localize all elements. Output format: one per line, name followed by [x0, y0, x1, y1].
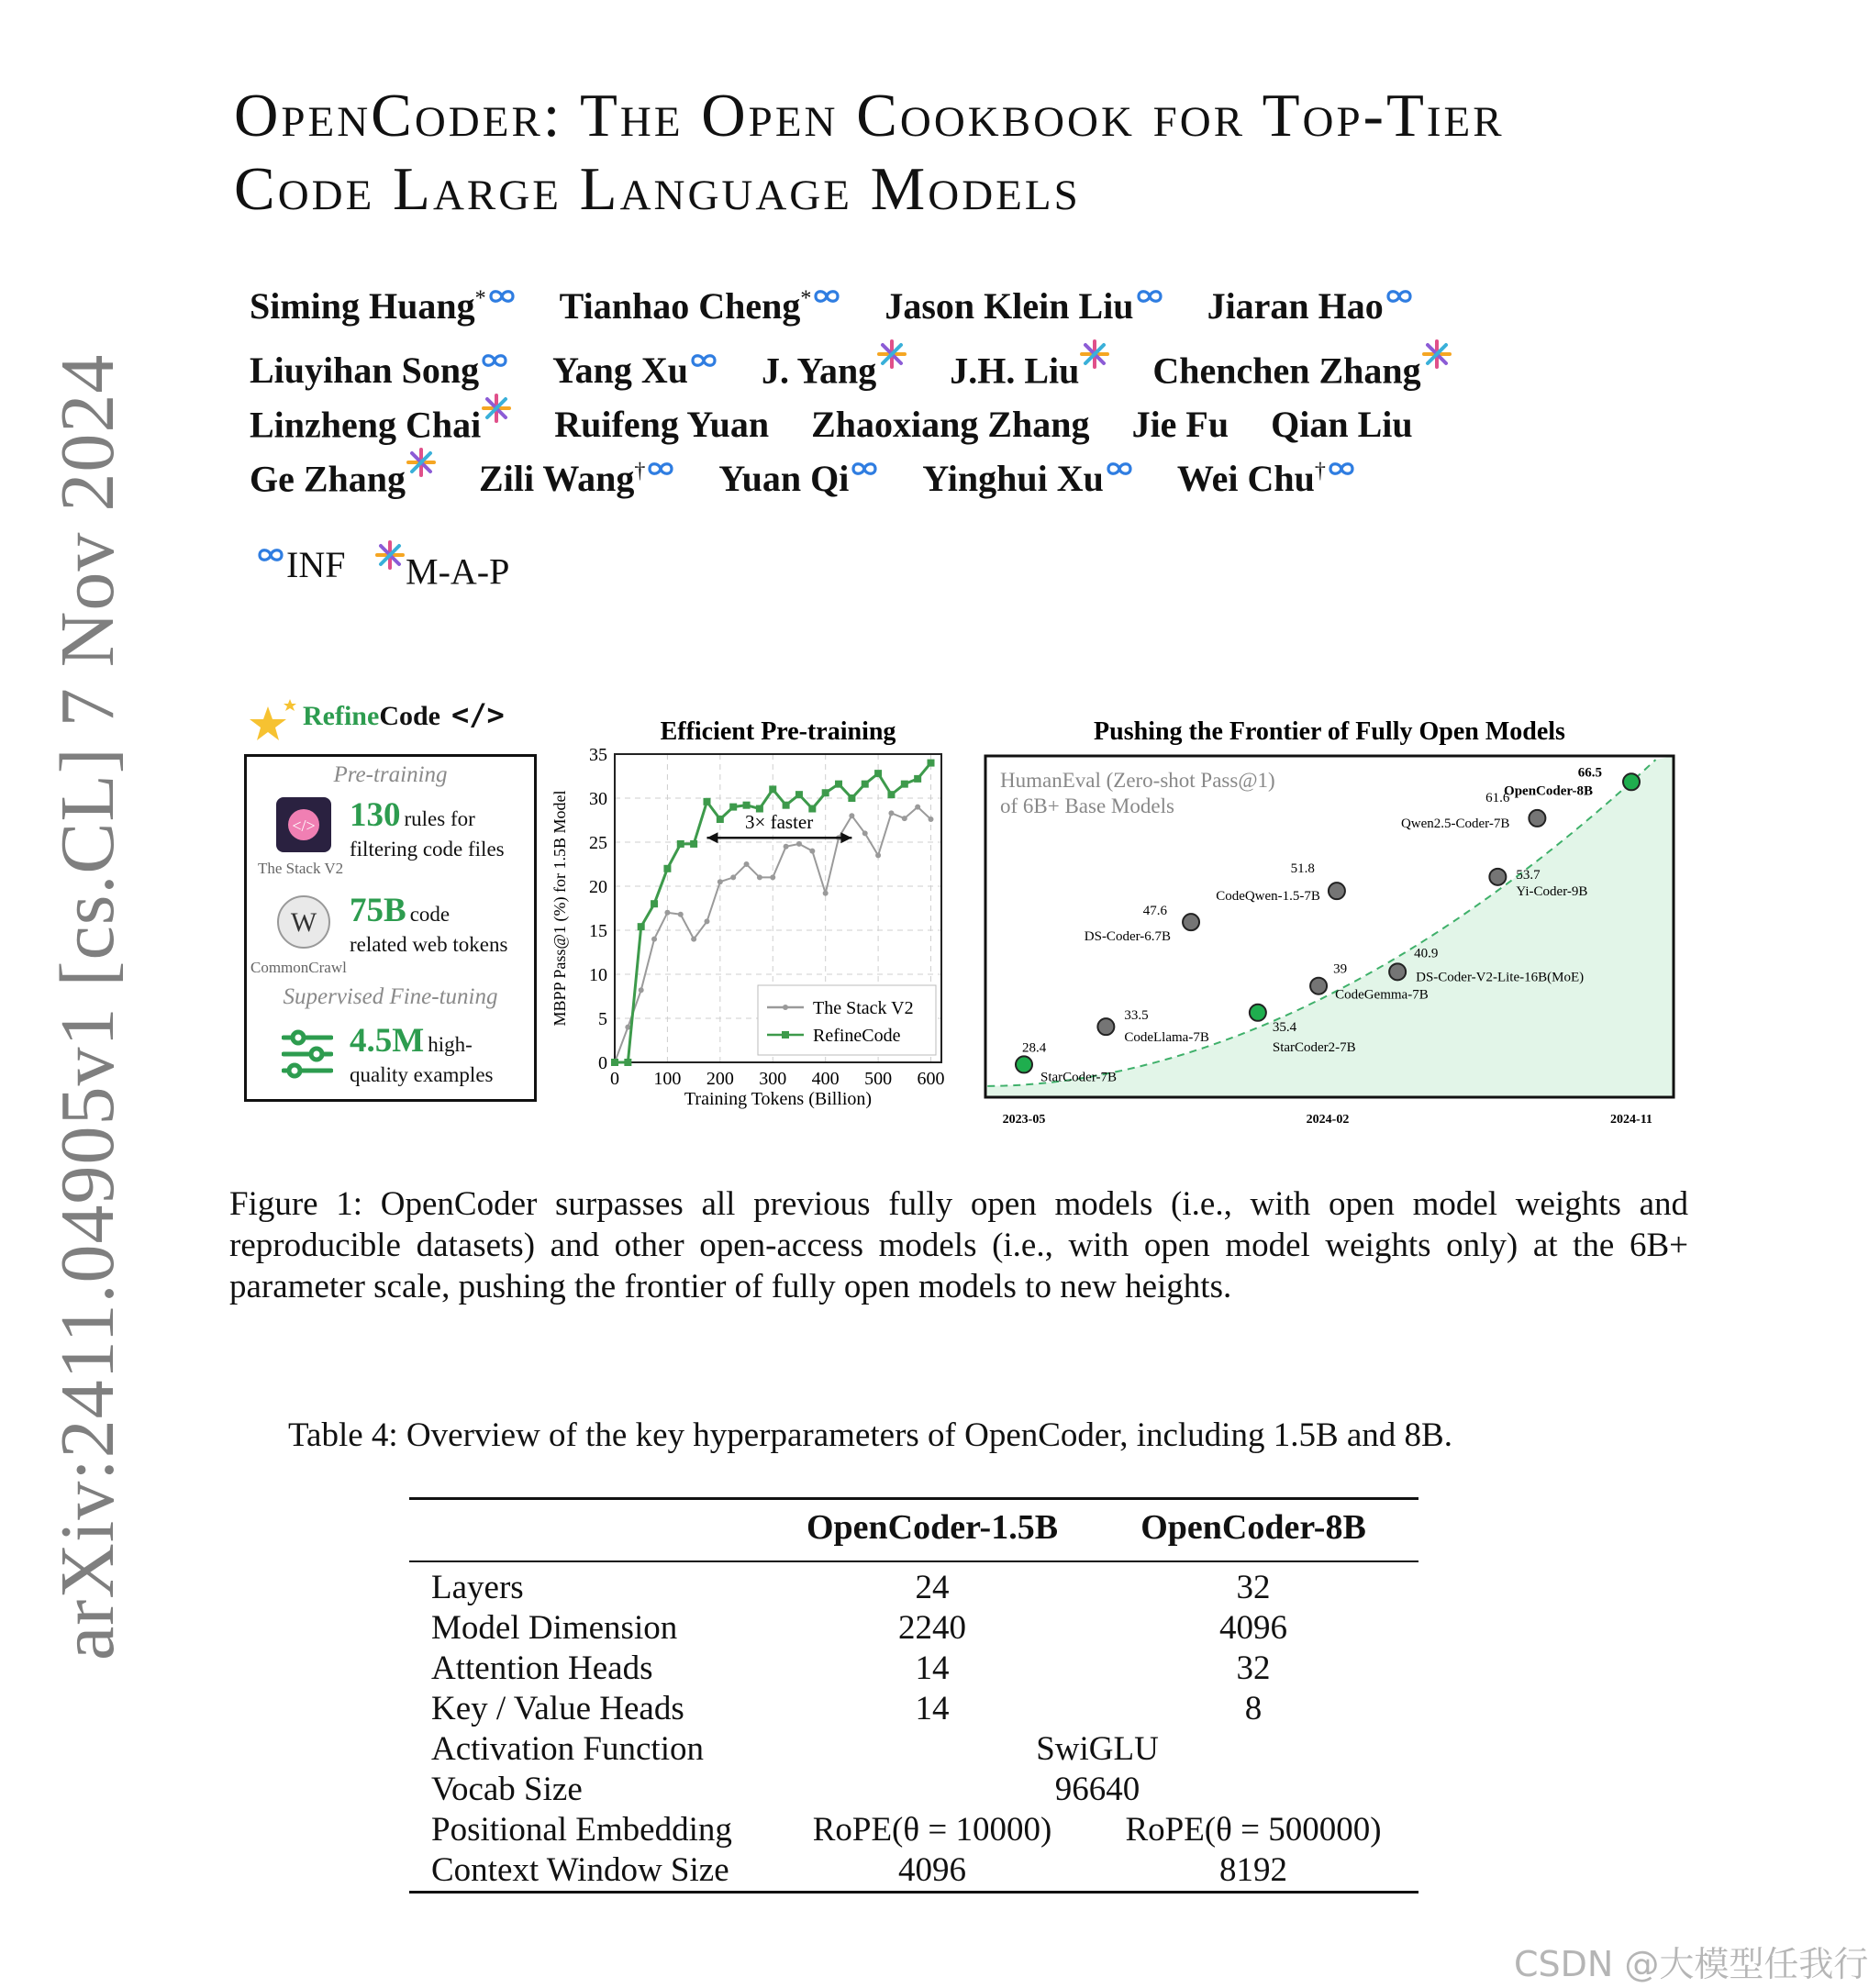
affiliation-map-label: M-A-P — [406, 550, 510, 593]
point-name-label: OpenCoder-8B — [1504, 783, 1593, 799]
model-point — [1329, 883, 1345, 899]
row-shared-value: SwiGLU — [1036, 1730, 1159, 1768]
x-tick-label: 2023-05 — [1002, 1113, 1046, 1127]
author-name — [884, 284, 1164, 328]
y-tick-label: 15 — [589, 921, 607, 941]
rules-number: 130 — [350, 796, 401, 834]
sft-label: Supervised Fine-tuning — [283, 984, 498, 1009]
affiliation-inf — [255, 543, 345, 586]
author-name-text: Jie Fu — [1131, 404, 1229, 446]
table-row — [409, 1561, 1418, 1608]
point-name-label: StarCoder2-7B — [1272, 1039, 1356, 1055]
model-point — [1623, 773, 1640, 790]
model-point — [1489, 869, 1506, 885]
y-tick-label: 35 — [589, 745, 607, 765]
logo-code-tag: </> — [451, 697, 505, 732]
data-point — [914, 775, 921, 783]
author-name — [1271, 403, 1413, 446]
model-point — [1016, 1056, 1032, 1072]
author-name-text: J.H. Liu — [950, 350, 1080, 392]
author-name-text: Liuyihan Song — [250, 350, 480, 392]
data-point — [651, 937, 657, 942]
pretraining-label: Pre-training — [333, 762, 448, 787]
x-axis-label: Training Tokens (Billion) — [684, 1089, 873, 1109]
rules-text-2: filtering code files — [350, 838, 505, 861]
row-value-8b: 8 — [1244, 1690, 1263, 1727]
data-point — [862, 830, 868, 836]
data-point — [823, 891, 829, 896]
data-point — [915, 805, 920, 810]
author-name-text: Zhaoxiang Zhang — [811, 404, 1090, 446]
author-name-text: Chenchen Zhang — [1152, 350, 1421, 392]
examples-number: 4.5M — [350, 1022, 425, 1060]
x-tick-label: 2024-02 — [1306, 1113, 1350, 1127]
legend-label: The Stack V2 — [813, 998, 914, 1018]
data-point — [888, 810, 894, 816]
refinecode-logo — [248, 697, 505, 745]
data-point — [875, 852, 881, 858]
author-footnote-mark: * — [474, 286, 486, 311]
rules-stat — [350, 795, 475, 835]
author-name-text: Yang Xu — [552, 350, 688, 392]
data-point — [770, 874, 775, 880]
arxiv-stamp: arXiv:2411.04905v1 [cs.CL] 7 Nov 2024 — [45, 353, 130, 1660]
data-point — [704, 918, 709, 924]
figure-caption: Figure 1: OpenCoder surpasses all previous fully open models (i.e., with open model weights and reproducible datasets) and other open-access models (i.e., with open model weights only) at the 6B+ parameter scale, pushing the frontier of fully open models to new heights. — [229, 1185, 1688, 1305]
inf-logo-icon — [688, 351, 719, 370]
row-label: Attention Heads — [431, 1649, 653, 1687]
stack-v2-label: The Stack V2 — [258, 860, 344, 877]
data-point — [718, 879, 723, 884]
point-value-label: 51.8 — [1290, 861, 1315, 877]
point-name-label: Qwen2.5-Coder-7B — [1400, 816, 1510, 831]
point-value-label: 61.6 — [1485, 790, 1510, 805]
examples-text-2: quality examples — [350, 1063, 494, 1086]
table-row — [409, 1608, 1418, 1649]
map-logo-icon — [406, 447, 437, 478]
row-label: Model Dimension — [431, 1609, 678, 1647]
affiliation-map — [374, 539, 509, 593]
author-row — [250, 447, 1495, 501]
model-point — [1529, 810, 1545, 827]
author-name-text: Zili Wang — [479, 458, 635, 500]
examples-text-1: high- — [428, 1033, 473, 1056]
point-name-label: StarCoder-7B — [1040, 1070, 1118, 1085]
x-tick-label: 2024-11 — [1610, 1113, 1652, 1127]
point-value-label: 40.9 — [1414, 946, 1439, 961]
map-logo-icon — [481, 393, 512, 424]
logo-code-text: Code — [379, 701, 440, 731]
row-shared-value: 96640 — [1054, 1771, 1140, 1808]
inf-logo-icon — [1326, 460, 1357, 478]
data-point — [703, 798, 710, 805]
inf-logo-icon — [1134, 287, 1165, 305]
chart-title: Efficient Pre-training — [660, 717, 896, 746]
data-point — [744, 861, 750, 867]
legend-marker — [782, 1031, 789, 1038]
table-header-8b: OpenCoder-8B — [1140, 1508, 1366, 1547]
row-label: Context Window Size — [431, 1851, 729, 1889]
csdn-watermark: CSDN @大模型任我行 — [1514, 1944, 1869, 1984]
data-point — [717, 816, 724, 823]
author-name — [1132, 403, 1229, 446]
data-point — [769, 785, 776, 793]
table-row — [409, 1689, 1418, 1729]
data-point — [651, 900, 658, 907]
data-point — [862, 781, 869, 788]
author-name — [718, 457, 880, 500]
sliders-icon — [282, 1028, 333, 1080]
affiliation-inf-label: INF — [286, 544, 346, 585]
data-point — [809, 849, 815, 854]
model-point — [1310, 978, 1327, 994]
data-point — [784, 844, 789, 850]
author-name — [1152, 339, 1452, 392]
table-row — [409, 1649, 1418, 1689]
author-name — [250, 393, 512, 446]
author-footnote-mark: † — [1314, 460, 1326, 483]
data-point — [743, 802, 751, 809]
star-icon — [248, 697, 303, 745]
chart-subtitle-1: HumanEval (Zero-shot Pass@1) — [1000, 769, 1275, 792]
stack-v2-icon — [276, 797, 331, 852]
row-label: Layers — [431, 1569, 524, 1606]
data-point — [624, 1059, 631, 1066]
point-value-label: 35.4 — [1272, 1019, 1297, 1035]
author-footnote-mark: † — [634, 460, 646, 483]
data-point — [757, 874, 762, 880]
y-tick-label: 30 — [589, 789, 607, 809]
point-value-label: 47.6 — [1142, 904, 1168, 919]
author-name — [250, 447, 437, 500]
row-value-1-5b: 14 — [915, 1690, 950, 1727]
model-point — [1250, 1005, 1266, 1021]
author-name — [560, 284, 843, 328]
x-tick-label: 600 — [917, 1069, 945, 1089]
data-point — [849, 813, 854, 818]
point-name-label: DS-Coder-6.7B — [1084, 929, 1172, 945]
row-value-8b: 32 — [1236, 1569, 1271, 1606]
row-label: Positional Embedding — [431, 1811, 732, 1849]
point-name-label: CodeGemma-7B — [1335, 987, 1429, 1003]
data-point — [611, 1059, 618, 1066]
map-logo-icon — [374, 539, 406, 571]
author-name — [811, 403, 1089, 446]
x-tick-label: 400 — [811, 1069, 840, 1089]
frontier-scatter-chart — [976, 706, 1688, 1138]
inf-logo-icon — [255, 546, 286, 564]
author-name — [250, 284, 517, 328]
annotation-text: 3× faster — [745, 811, 814, 834]
row-value-1-5b: RoPE(θ = 10000) — [812, 1811, 1052, 1849]
author-row — [250, 284, 1495, 339]
svg-text:</>: </> — [292, 816, 316, 835]
author-name — [1207, 284, 1415, 328]
paper-title-line-1: OpenCoder: The Open Cookbook for Top-Tier — [234, 82, 1505, 150]
tokens-stat — [350, 891, 450, 930]
data-point — [729, 804, 737, 811]
data-point — [928, 760, 935, 767]
refinecode-panel — [244, 754, 537, 1102]
point-name-label: CodeQwen-1.5-7B — [1216, 889, 1320, 905]
point-name-label: DS-Coder-V2-Lite-16B(MoE) — [1416, 970, 1585, 985]
row-label: Key / Value Heads — [431, 1690, 684, 1727]
map-logo-icon — [876, 339, 907, 370]
y-axis-label: MBPP Pass@1 (%) for 1.5B Model — [551, 790, 569, 1027]
author-name-text: Yuan Qi — [718, 458, 850, 500]
author-name — [1177, 457, 1357, 500]
paper-title-line-2: Code Large Language Models — [234, 155, 1081, 223]
arrow-head — [840, 832, 851, 843]
x-tick-label: 300 — [759, 1069, 787, 1089]
table-caption: Table 4: Overview of the key hyperparameters of OpenCoder, including 1.5B and 8B. — [288, 1416, 1452, 1454]
data-point — [874, 770, 882, 777]
table-row — [409, 1850, 1418, 1893]
y-tick-label: 20 — [589, 877, 607, 897]
author-name-text: Jason Klein Liu — [884, 285, 1134, 327]
map-logo-icon — [1421, 339, 1452, 370]
author-name-text: Ruifeng Yuan — [554, 404, 770, 446]
data-point — [902, 816, 907, 821]
point-value-label: 66.5 — [1577, 765, 1602, 781]
data-point — [678, 912, 684, 917]
inf-logo-icon — [645, 460, 676, 478]
data-point — [638, 923, 645, 930]
map-logo-icon — [1079, 339, 1110, 370]
hyperparameter-table — [409, 1497, 1418, 1894]
author-footnote-mark: * — [800, 286, 812, 311]
data-point — [796, 841, 802, 847]
author-name — [762, 339, 907, 392]
table-header-row — [409, 1499, 1418, 1562]
point-value-label: 53.7 — [1516, 867, 1541, 883]
tokens-text-2: related web tokens — [350, 933, 508, 956]
row-label: Vocab Size — [431, 1771, 583, 1808]
data-point — [730, 874, 736, 880]
point-name-label: Yi-Coder-9B — [1516, 883, 1588, 899]
row-value-8b: 4096 — [1219, 1609, 1287, 1647]
data-point — [835, 781, 842, 788]
author-name — [552, 349, 719, 392]
table-body — [409, 1561, 1418, 1893]
tokens-text-1: code — [409, 903, 451, 926]
x-tick-label: 200 — [706, 1069, 734, 1089]
data-point — [663, 865, 671, 872]
author-name — [554, 403, 769, 446]
inf-logo-icon — [811, 287, 842, 305]
point-value-label: 28.4 — [1022, 1040, 1047, 1056]
author-name — [922, 457, 1135, 500]
wikipedia-globe-icon — [274, 893, 333, 951]
data-point — [929, 816, 934, 822]
author-name-text: J. Yang — [761, 350, 877, 392]
data-point — [691, 937, 696, 942]
table-header-empty — [409, 1499, 776, 1562]
data-point — [795, 791, 803, 798]
model-point — [1183, 914, 1199, 930]
table-row — [409, 1770, 1418, 1810]
data-point — [901, 781, 908, 788]
row-value-8b: RoPE(θ = 500000) — [1125, 1811, 1382, 1849]
point-value-label: 39 — [1333, 961, 1348, 977]
data-point — [690, 840, 697, 848]
author-row — [250, 339, 1495, 393]
x-tick-label: 0 — [610, 1069, 619, 1089]
author-name-text: Tianhao Cheng — [559, 285, 801, 327]
author-name-text: Qian Liu — [1271, 404, 1413, 446]
point-value-label: 33.5 — [1124, 1008, 1149, 1024]
row-label: Activation Function — [431, 1730, 704, 1768]
inf-logo-icon — [479, 351, 510, 370]
y-tick-label: 25 — [589, 833, 607, 853]
arrow-head — [706, 832, 718, 843]
chart-title: Pushing the Frontier of Fully Open Models — [1094, 717, 1565, 746]
author-name-text: Ge Zhang — [250, 458, 406, 500]
table-header-1-5b: OpenCoder-1.5B — [806, 1508, 1059, 1547]
data-point — [848, 794, 855, 802]
logo-refine-text: Refine — [303, 701, 380, 731]
model-point — [1097, 1018, 1114, 1035]
commoncrawl-label: CommonCrawl — [250, 959, 347, 976]
legend-marker — [783, 1005, 788, 1010]
x-tick-label: 500 — [864, 1069, 893, 1089]
row-value-1-5b: 24 — [915, 1569, 950, 1606]
row-value-1-5b: 4096 — [898, 1851, 966, 1889]
y-tick-label: 0 — [598, 1053, 607, 1073]
author-name — [479, 457, 676, 500]
y-tick-label: 5 — [598, 1009, 607, 1029]
table-row — [409, 1810, 1418, 1850]
data-point — [783, 802, 790, 809]
data-point — [639, 987, 644, 993]
rules-text-1: rules for — [404, 807, 475, 830]
tokens-number: 75B — [350, 892, 406, 929]
data-point — [887, 791, 895, 798]
point-name-label: CodeLlama-7B — [1124, 1030, 1209, 1046]
inf-logo-icon — [849, 460, 880, 478]
table-row — [409, 1729, 1418, 1770]
pretraining-line-chart — [547, 706, 969, 1147]
y-tick-label: 10 — [589, 965, 607, 985]
author-name-text: Wei Chu — [1176, 458, 1315, 500]
author-name — [950, 339, 1110, 392]
chart-subtitle-2: of 6B+ Base Models — [1000, 794, 1174, 817]
data-point — [822, 789, 829, 796]
svg-text:W: W — [290, 907, 317, 938]
author-row — [250, 393, 1495, 447]
inf-logo-icon — [1104, 460, 1135, 478]
author-list — [250, 284, 1495, 501]
author-name-text: Jiaran Hao — [1207, 285, 1384, 327]
row-value-1-5b: 14 — [915, 1649, 950, 1687]
author-name-text: Siming Huang — [250, 285, 475, 327]
author-name-text: Linzheng Chai — [250, 404, 482, 446]
row-value-8b: 8192 — [1219, 1851, 1287, 1889]
data-point — [677, 840, 684, 848]
author-name — [250, 349, 510, 392]
author-name-text: Yinghui Xu — [922, 458, 1104, 500]
inf-logo-icon — [486, 287, 517, 305]
examples-stat — [350, 1021, 473, 1061]
legend-label: RefineCode — [813, 1026, 901, 1046]
model-point — [1389, 963, 1406, 980]
x-tick-label: 100 — [653, 1069, 682, 1089]
data-point — [664, 910, 670, 916]
row-value-1-5b: 2240 — [898, 1609, 966, 1647]
inf-logo-icon — [1384, 287, 1415, 305]
row-value-8b: 32 — [1236, 1649, 1271, 1687]
